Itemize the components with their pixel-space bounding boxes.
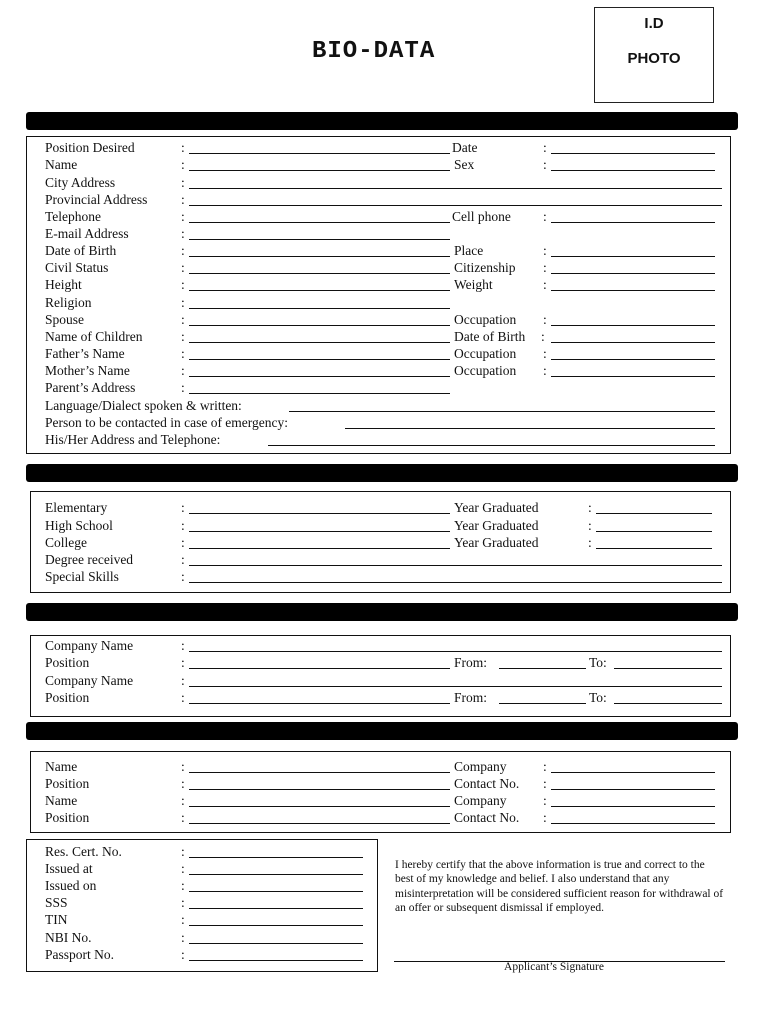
colon: : [181, 947, 185, 962]
label-year-graduated-3: Year Graduated [454, 535, 539, 550]
label-parents-address: Parent’s Address [45, 380, 136, 395]
field-passport[interactable] [189, 960, 363, 961]
label-height: Height [45, 277, 82, 292]
label-year-graduated-2: Year Graduated [454, 518, 539, 533]
label-ref-name-2: Name [45, 793, 78, 808]
label-college: College [45, 535, 87, 550]
field-degree-received[interactable] [189, 565, 722, 566]
certification-text: I hereby certify that the above information is true and correct to the best of my knowledge and belief. I also understand that any misinterpretation will be considered sufficient reason for withdrawal of an offer or subsequent dismissal if employed. [395, 859, 724, 914]
label-emergency-person: Person to be contacted in case of emergency: [45, 415, 289, 430]
colon: : [181, 312, 185, 327]
field-fathers-name[interactable] [189, 359, 450, 360]
label-year-graduated-1: Year Graduated [454, 500, 539, 515]
colon: : [588, 518, 592, 533]
colon: : [181, 346, 185, 361]
colon: : [181, 295, 185, 310]
label-spouse-occupation: Occupation [454, 312, 517, 327]
label-sex: Sex [454, 157, 475, 172]
colon: : [543, 759, 547, 774]
colon: : [181, 380, 185, 395]
field-name[interactable] [189, 170, 450, 171]
label-nbi: NBI No. [45, 930, 92, 945]
colon: : [181, 243, 185, 258]
label-language: Language/Dialect spoken & written: [45, 398, 242, 413]
colon: : [181, 175, 185, 190]
label-emergency-address: His/Her Address and Telephone: [45, 432, 221, 447]
label-ref-position-1: Position [45, 776, 90, 791]
label-position-2: Position [45, 690, 90, 705]
colon: : [543, 363, 547, 378]
colon: : [181, 759, 185, 774]
field-position-2[interactable] [189, 703, 450, 704]
colon: : [181, 500, 185, 515]
colon: : [181, 277, 185, 292]
label-ref-company-2: Company [454, 793, 507, 808]
field-civil-status[interactable] [189, 273, 450, 274]
colon: : [181, 329, 185, 344]
label-fathers-name: Father’s Name [45, 346, 125, 361]
field-spouse[interactable] [189, 325, 450, 326]
colon: : [181, 363, 185, 378]
field-company-name-1[interactable] [189, 651, 722, 652]
colon: : [181, 260, 185, 275]
colon: : [543, 810, 547, 825]
label-name: Name [45, 157, 78, 172]
photo-box-label-id: I.D [644, 15, 664, 32]
label-issued-at: Issued at [45, 861, 93, 876]
field-ref-name-1[interactable] [189, 772, 450, 773]
label-sss: SSS [45, 895, 68, 910]
label-mother-occupation: Occupation [454, 363, 517, 378]
colon: : [541, 329, 545, 344]
colon: : [181, 157, 185, 172]
field-year-graduated-1[interactable] [596, 513, 712, 514]
label-high-school: High School [45, 518, 113, 533]
label-company-name-2: Company Name [45, 673, 134, 688]
colon: : [181, 535, 185, 550]
signature-label: Applicant’s Signature [504, 961, 604, 973]
colon: : [181, 861, 185, 876]
label-from-2: From: [454, 690, 488, 705]
colon: : [543, 312, 547, 327]
field-sss[interactable] [189, 908, 363, 909]
label-date: Date [452, 140, 478, 155]
label-father-occupation: Occupation [454, 346, 517, 361]
field-children-dob[interactable] [551, 342, 715, 343]
label-citizenship: Citizenship [454, 260, 516, 275]
field-mothers-name[interactable] [189, 376, 450, 377]
field-position-1[interactable] [189, 668, 450, 669]
field-ref-contact-2[interactable] [551, 823, 715, 824]
label-ref-contact-1: Contact No. [454, 776, 520, 791]
colon: : [181, 690, 185, 705]
page-title: BIO-DATA [312, 38, 436, 65]
label-company-name-1: Company Name [45, 638, 134, 653]
field-high-school[interactable] [189, 531, 450, 532]
field-ref-name-2[interactable] [189, 806, 450, 807]
field-res-cert[interactable] [189, 857, 363, 858]
field-ref-position-1[interactable] [189, 789, 450, 790]
field-date[interactable] [551, 153, 715, 154]
label-weight: Weight [454, 277, 493, 292]
colon: : [181, 518, 185, 533]
section-bar-personal [26, 112, 738, 130]
label-passport: Passport No. [45, 947, 115, 962]
colon: : [181, 192, 185, 207]
field-provincial-address[interactable] [189, 205, 722, 206]
section-bar-education [26, 464, 738, 482]
field-email[interactable] [189, 239, 450, 240]
colon: : [181, 655, 185, 670]
colon: : [588, 500, 592, 515]
field-place[interactable] [551, 256, 715, 257]
colon: : [181, 569, 185, 584]
label-degree-received: Degree received [45, 552, 134, 567]
field-mother-occupation[interactable] [551, 376, 715, 377]
colon: : [181, 776, 185, 791]
field-ref-company-2[interactable] [551, 806, 715, 807]
colon: : [181, 810, 185, 825]
field-company-name-2[interactable] [189, 686, 722, 687]
field-emergency-person[interactable] [345, 428, 715, 429]
field-from-1[interactable] [499, 668, 586, 669]
field-ref-contact-1[interactable] [551, 789, 715, 790]
section-bar-references [26, 722, 738, 740]
field-position-desired[interactable] [189, 153, 450, 154]
label-spouse: Spouse [45, 312, 85, 327]
label-res-cert: Res. Cert. No. [45, 844, 122, 859]
colon: : [181, 844, 185, 859]
field-cell-phone[interactable] [551, 222, 715, 223]
field-ref-company-1[interactable] [551, 772, 715, 773]
field-language[interactable] [289, 411, 715, 412]
label-children-dob: Date of Birth [454, 329, 526, 344]
colon: : [543, 793, 547, 808]
label-telephone: Telephone [45, 209, 102, 224]
colon: : [588, 535, 592, 550]
label-civil-status: Civil Status [45, 260, 109, 275]
colon: : [543, 776, 547, 791]
references-box [30, 751, 731, 833]
field-date-of-birth[interactable] [189, 256, 450, 257]
label-mothers-name: Mother’s Name [45, 363, 130, 378]
id-photo-box [594, 7, 714, 103]
field-special-skills[interactable] [189, 582, 722, 583]
field-college[interactable] [189, 548, 450, 549]
label-cell-phone: Cell phone [452, 209, 511, 224]
label-position-1: Position [45, 655, 90, 670]
label-date-of-birth: Date of Birth [45, 243, 117, 258]
label-to-1: To: [589, 655, 607, 670]
field-religion[interactable] [189, 308, 450, 309]
field-weight[interactable] [551, 290, 715, 291]
label-position-desired: Position Desired [45, 140, 135, 155]
field-to-1[interactable] [614, 668, 722, 669]
section-bar-employment [26, 603, 738, 621]
field-parents-address[interactable] [189, 393, 450, 394]
education-box [30, 491, 731, 593]
label-ref-name-1: Name [45, 759, 78, 774]
field-emergency-address[interactable] [268, 445, 715, 446]
label-tin: TIN [45, 912, 68, 927]
colon: : [181, 895, 185, 910]
field-year-graduated-2[interactable] [596, 531, 712, 532]
field-nbi[interactable] [189, 943, 363, 944]
colon: : [543, 157, 547, 172]
colon: : [543, 243, 547, 258]
label-from-1: From: [454, 655, 488, 670]
field-issued-at[interactable] [189, 874, 363, 875]
label-special-skills: Special Skills [45, 569, 119, 584]
field-from-2[interactable] [499, 703, 586, 704]
field-elementary[interactable] [189, 513, 450, 514]
field-city-address[interactable] [189, 188, 722, 189]
label-to-2: To: [589, 690, 607, 705]
field-height[interactable] [189, 290, 450, 291]
colon: : [181, 912, 185, 927]
colon: : [181, 793, 185, 808]
employment-box [30, 635, 731, 717]
colon: : [181, 673, 185, 688]
field-issued-on[interactable] [189, 891, 363, 892]
field-to-2[interactable] [614, 703, 722, 704]
label-ref-company-1: Company [454, 759, 507, 774]
label-religion: Religion [45, 295, 92, 310]
label-provincial-address: Provincial Address [45, 192, 148, 207]
label-ref-contact-2: Contact No. [454, 810, 520, 825]
colon: : [181, 878, 185, 893]
label-place: Place [454, 243, 484, 258]
colon: : [181, 552, 185, 567]
colon: : [181, 930, 185, 945]
field-sex[interactable] [551, 170, 715, 171]
colon: : [543, 209, 547, 224]
field-ref-position-2[interactable] [189, 823, 450, 824]
field-year-graduated-3[interactable] [596, 548, 712, 549]
colon: : [181, 140, 185, 155]
label-ref-position-2: Position [45, 810, 90, 825]
colon: : [181, 638, 185, 653]
field-father-occupation[interactable] [551, 359, 715, 360]
field-spouse-occupation[interactable] [551, 325, 715, 326]
colon: : [543, 140, 547, 155]
colon: : [181, 226, 185, 241]
field-telephone[interactable] [189, 222, 450, 223]
label-elementary: Elementary [45, 500, 108, 515]
field-name-of-children[interactable] [189, 342, 450, 343]
label-name-of-children: Name of Children [45, 329, 143, 344]
colon: : [543, 277, 547, 292]
field-citizenship[interactable] [551, 273, 715, 274]
label-email: E-mail Address [45, 226, 129, 241]
photo-box-label-photo: PHOTO [627, 50, 681, 67]
colon: : [181, 209, 185, 224]
field-tin[interactable] [189, 925, 363, 926]
label-issued-on: Issued on [45, 878, 97, 893]
colon: : [543, 346, 547, 361]
label-city-address: City Address [45, 175, 116, 190]
colon: : [543, 260, 547, 275]
